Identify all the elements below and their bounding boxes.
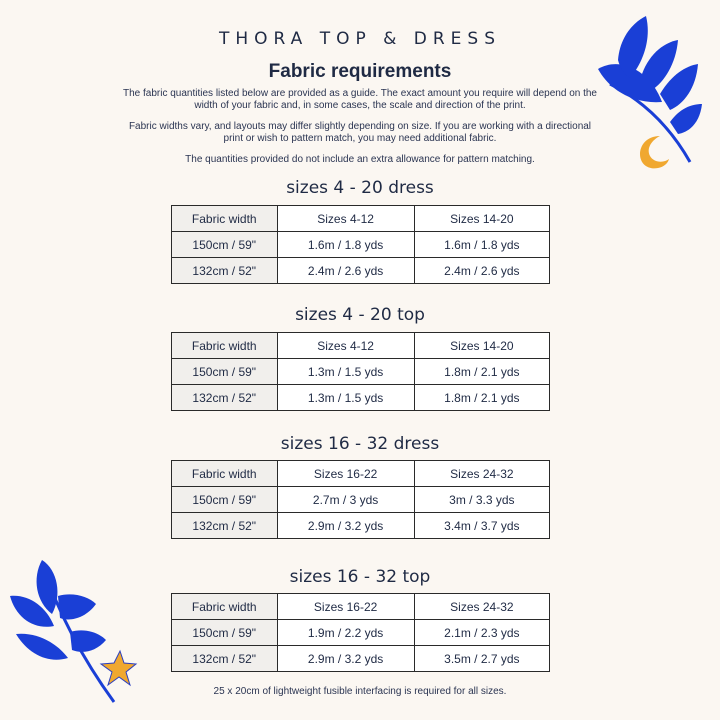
table-cell: 1.8m / 2.1 yds bbox=[414, 385, 549, 411]
table-cell: 2.7m / 3 yds bbox=[277, 487, 414, 513]
section-title-top-4-20: sizes 4 - 20 top bbox=[295, 305, 425, 325]
table-cell: 3.4m / 3.7 yds bbox=[414, 513, 549, 539]
table-cell: 1.3m / 1.5 yds bbox=[277, 359, 414, 385]
table-cell: 2.4m / 2.6 yds bbox=[414, 258, 549, 284]
table-cell: Sizes 16-22 bbox=[277, 594, 414, 620]
table-cell: Sizes 4-12 bbox=[277, 206, 414, 232]
table-row bbox=[172, 620, 550, 646]
table-cell: Fabric width bbox=[172, 333, 278, 359]
table-row bbox=[172, 258, 550, 284]
fabric-table-top-4-20 bbox=[171, 332, 550, 411]
table-row bbox=[172, 385, 550, 411]
table-cell: 132cm / 52" bbox=[172, 513, 278, 539]
table-cell: 150cm / 59" bbox=[172, 620, 278, 646]
fabric-table-top-16-32 bbox=[171, 593, 550, 672]
table-cell: 132cm / 52" bbox=[172, 258, 278, 284]
table-row bbox=[172, 206, 550, 232]
section-title-dress-4-20: sizes 4 - 20 dress bbox=[286, 178, 434, 198]
table-cell: Fabric width bbox=[172, 461, 278, 487]
table-cell: 2.9m / 3.2 yds bbox=[277, 513, 414, 539]
table-cell: 150cm / 59" bbox=[172, 359, 278, 385]
fabric-table-dress-4-20 bbox=[171, 205, 550, 284]
table-cell: Sizes 16-22 bbox=[277, 461, 414, 487]
table-cell: 2.1m / 2.3 yds bbox=[414, 620, 549, 646]
table-cell: 1.3m / 1.5 yds bbox=[277, 385, 414, 411]
table-cell: Sizes 24-32 bbox=[414, 594, 549, 620]
table-cell: 3m / 3.3 yds bbox=[414, 487, 549, 513]
table-cell: 2.4m / 2.6 yds bbox=[277, 258, 414, 284]
table-cell: Fabric width bbox=[172, 206, 278, 232]
table-cell: 132cm / 52" bbox=[172, 385, 278, 411]
table-cell: Sizes 14-20 bbox=[414, 206, 549, 232]
table-cell: 1.9m / 2.2 yds bbox=[277, 620, 414, 646]
intro-paragraph-2: Fabric widths vary, and layouts may differ slightly depending on size. If you are working with a directional print or wish to pattern match, you may need additional fabric. bbox=[128, 121, 592, 144]
table-cell: 3.5m / 2.7 yds bbox=[414, 646, 549, 672]
table-cell: 1.6m / 1.8 yds bbox=[277, 232, 414, 258]
table-cell: 150cm / 59" bbox=[172, 232, 278, 258]
table-row bbox=[172, 513, 550, 539]
table-row bbox=[172, 461, 550, 487]
table-cell: Sizes 14-20 bbox=[414, 333, 549, 359]
table-cell: Sizes 24-32 bbox=[414, 461, 549, 487]
fabric-table-dress-16-32 bbox=[171, 460, 550, 539]
table-cell: 1.6m / 1.8 yds bbox=[414, 232, 549, 258]
section-title-dress-16-32: sizes 16 - 32 dress bbox=[280, 434, 440, 454]
crescent-moon-icon bbox=[636, 132, 672, 172]
table-row bbox=[172, 646, 550, 672]
section-title-top-16-32: sizes 16 - 32 top bbox=[289, 567, 431, 587]
table-cell: Sizes 4-12 bbox=[277, 333, 414, 359]
table-row bbox=[172, 232, 550, 258]
footer-note: 25 x 20cm of lightweight fusible interfacing is required for all sizes. bbox=[213, 686, 507, 697]
table-row bbox=[172, 359, 550, 385]
table-cell: 2.9m / 3.2 yds bbox=[277, 646, 414, 672]
table-cell: Fabric width bbox=[172, 594, 278, 620]
table-row bbox=[172, 594, 550, 620]
table-cell: 1.8m / 2.1 yds bbox=[414, 359, 549, 385]
section-heading: Fabric requirements bbox=[268, 61, 452, 82]
intro-paragraph-1: The fabric quantities listed below are provided as a guide. The exact amount you require will depend on the width of your fabric and, in some cases, the scale and direction of the print. bbox=[123, 88, 597, 111]
table-row bbox=[172, 333, 550, 359]
table-row bbox=[172, 487, 550, 513]
intro-text bbox=[120, 88, 600, 175]
star-icon bbox=[98, 648, 138, 688]
page-title: THORA TOP & DRESS bbox=[218, 29, 501, 49]
table-cell: 132cm / 52" bbox=[172, 646, 278, 672]
table-cell: 150cm / 59" bbox=[172, 487, 278, 513]
intro-paragraph-3: The quantities provided do not include an extra allowance for pattern matching. bbox=[185, 154, 535, 165]
